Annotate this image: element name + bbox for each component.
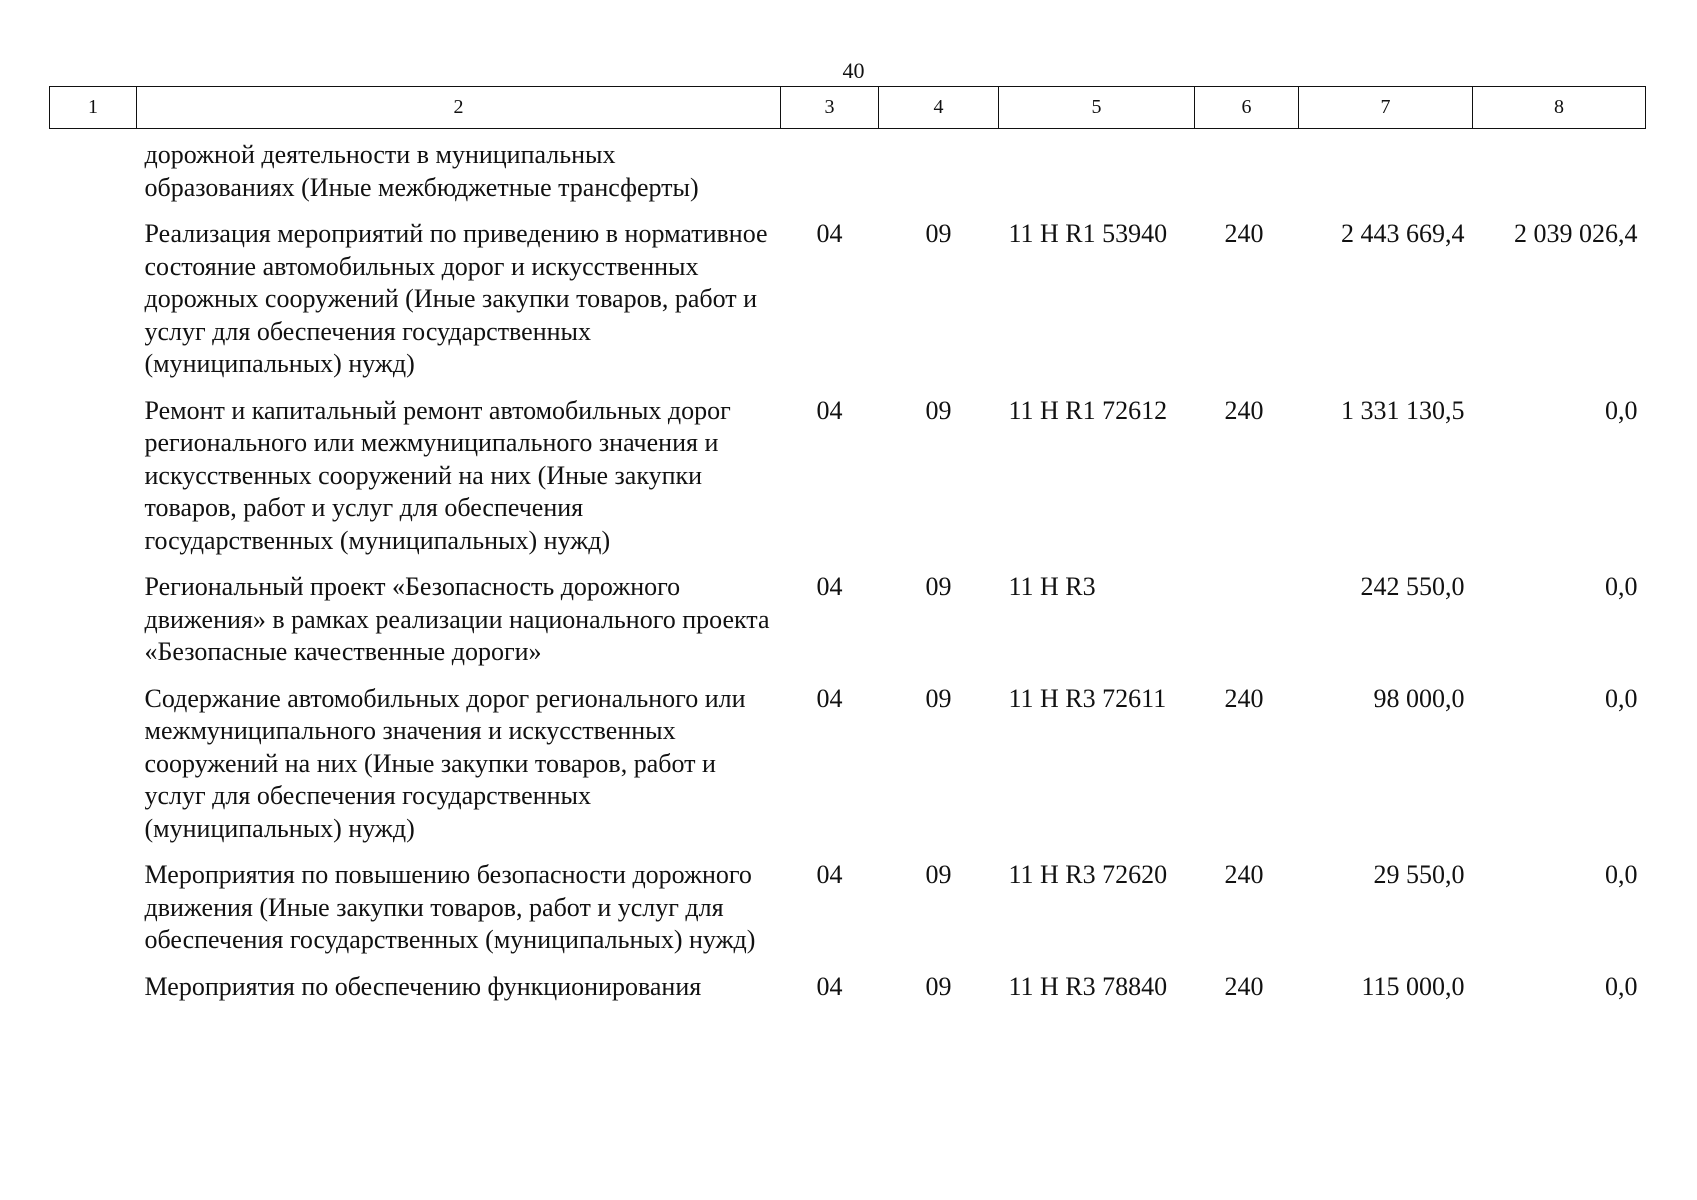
table-row — [50, 218, 1646, 395]
row-expense-type: 240 — [1224, 219, 1264, 248]
table-row — [50, 571, 1646, 683]
row-sum-2: 0,0 — [1605, 971, 1638, 1001]
row-expense-type — [1195, 129, 1299, 219]
row-section: 04 — [816, 572, 843, 601]
row-section: 04 — [816, 860, 843, 889]
row-section — [781, 129, 879, 219]
row-target-article: 11 Н R1 53940 — [1008, 219, 1168, 248]
row-subsection: 09 — [925, 395, 952, 425]
header-cell-5: 5 — [999, 87, 1195, 129]
row-section: 04 — [816, 395, 843, 425]
header-cell-7: 7 — [1299, 87, 1473, 129]
header-cell-2: 2 — [137, 87, 781, 129]
row-section: 04 — [816, 683, 843, 713]
row-target-article: 11 Н R3 72611 — [1008, 683, 1167, 713]
row-name: дорожной деятельности в муниципальных образованиях (Иные межбюджетные трансферты) — [144, 140, 699, 202]
row-expense-type: 240 — [1224, 860, 1264, 889]
row-sum-2 — [1473, 129, 1646, 219]
row-sum-1: 115 000,0 — [1361, 971, 1465, 1001]
row-expense-type: 240 — [1224, 395, 1264, 425]
row-target-article: 11 Н R1 72612 — [1008, 395, 1168, 425]
budget-table — [49, 86, 1646, 1017]
row-subsection — [879, 129, 999, 219]
row-expense-type: 240 — [1224, 683, 1264, 713]
row-section: 04 — [816, 219, 843, 248]
row-name: Ремонт и капитальный ремонт автомобильных дорог регионального или межмуниципального значения и искусственных сооружений на них (Иные закупки товаров, работ и услуг для обеспечения государственных (муниципальных) нужд) — [144, 395, 731, 555]
row-sum-2: 2 039 026,4 — [1514, 219, 1638, 248]
row-sum-1: 242 550,0 — [1360, 572, 1465, 601]
row-name: Региональный проект «Безопасность дорожного движения» в рамках реализации национального проекта «Безопасные качественные дороги» — [144, 572, 770, 666]
row-name: Мероприятия по обеспечению функционирования — [144, 971, 702, 1001]
row-sum-1: 2 443 669,4 — [1341, 219, 1465, 248]
table-body — [50, 129, 1646, 1018]
row-subsection: 09 — [925, 572, 952, 601]
row-section: 04 — [816, 971, 843, 1001]
row-sum-1 — [1299, 129, 1473, 219]
table-row — [50, 971, 1646, 1018]
page-number: 40 — [842, 58, 865, 83]
row-sum-2: 0,0 — [1605, 395, 1638, 425]
row-sum-2: 0,0 — [1605, 572, 1638, 601]
table-row — [50, 683, 1646, 860]
table-row — [50, 395, 1646, 572]
header-cell-6: 6 — [1195, 87, 1299, 129]
header-cell-1: 1 — [50, 87, 137, 129]
row-sum-1: 1 331 130,5 — [1341, 395, 1465, 425]
header-cell-4: 4 — [879, 87, 999, 129]
row-name: Реализация мероприятий по приведению в нормативное состояние автомобильных дорог и искусственных дорожных сооружений (Иные закупки товаров, работ и услуг для обеспечения государственных (муниципальных) нужд) — [144, 219, 768, 378]
row-expense-type: 240 — [1224, 971, 1264, 1001]
row-sum-1: 29 550,0 — [1373, 860, 1465, 889]
row-name: Мероприятия по повышению безопасности дорожного движения (Иные закупки товаров, работ и услуг для обеспечения государственных (муниципальных) нужд) — [144, 860, 756, 954]
header-cell-8: 8 — [1473, 87, 1646, 129]
row-subsection: 09 — [925, 971, 952, 1001]
row-subsection: 09 — [925, 219, 952, 248]
row-target-article: 11 Н R3 78840 — [1008, 971, 1168, 1001]
row-subsection: 09 — [925, 683, 952, 713]
row-sum-2: 0,0 — [1605, 683, 1638, 713]
row-target-article: 11 Н R3 — [1008, 572, 1096, 601]
header-cell-3: 3 — [781, 87, 879, 129]
row-target-article — [999, 129, 1195, 219]
table-row — [50, 859, 1646, 971]
row-sum-2: 0,0 — [1605, 860, 1638, 889]
row-target-article: 11 Н R3 72620 — [1008, 860, 1168, 889]
row-expense-type — [1195, 571, 1299, 683]
table-header — [50, 87, 1646, 129]
row-sum-1: 98 000,0 — [1373, 683, 1465, 713]
row-subsection: 09 — [925, 860, 952, 889]
table-row — [50, 129, 1646, 219]
row-name: Содержание автомобильных дорог регионального или межмуниципального значения и искусственных сооружений на них (Иные закупки товаров, работ и услуг для обеспечения государственных (муниципальных) нужд) — [144, 683, 746, 843]
header-row — [50, 87, 1646, 129]
